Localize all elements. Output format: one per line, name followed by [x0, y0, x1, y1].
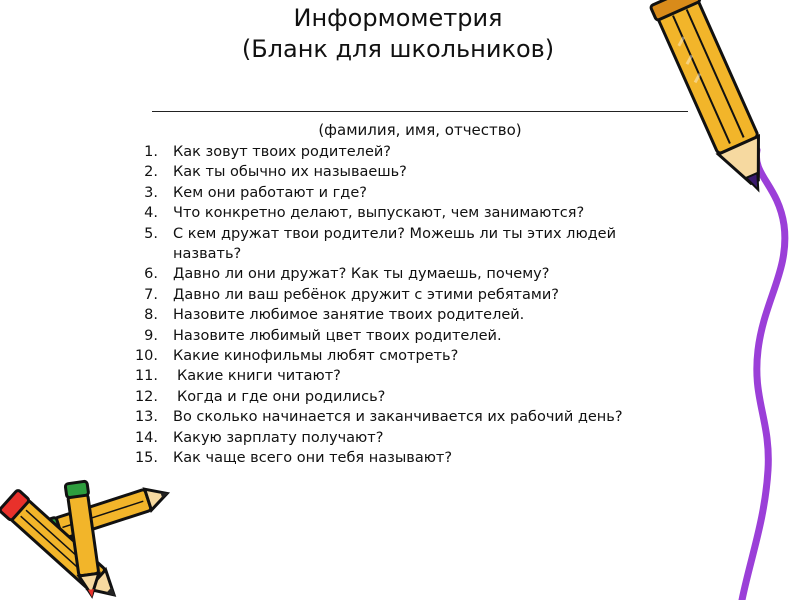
list-item [118, 366, 688, 386]
question-number: 5. [144, 225, 158, 242]
question-text: С кем дружат твои родители? Можешь ли ты этих людей назвать? [173, 225, 617, 263]
question-text: Как ты обычно их называешь? [173, 164, 407, 181]
question-number: 14. [134, 429, 158, 446]
title-line-2: (Бланк для школьников) [241, 35, 555, 63]
question-number: 10. [134, 348, 158, 365]
list-item [118, 285, 688, 305]
question-text: Как чаще всего они тебя называют? [173, 450, 453, 467]
question-number: 9. [144, 327, 158, 344]
question-text: Назовите любимое занятие твоих родителей. [173, 307, 525, 324]
list-item [118, 346, 688, 366]
list-item [118, 407, 688, 427]
squiggle-line-icon [742, 150, 785, 600]
question-number: 6. [144, 266, 158, 283]
list-item [118, 326, 688, 346]
question-text: Что конкретно делают, выпускают, чем занимаются? [173, 205, 585, 222]
question-number: 15. [134, 450, 158, 467]
name-caption: (фамилия, имя, отчество) [318, 121, 522, 139]
list-item [118, 183, 688, 203]
question-number: 4. [144, 205, 158, 222]
list-item [118, 387, 688, 407]
list-item [118, 428, 688, 448]
question-number: 12. [134, 388, 158, 405]
question-text: Как зовут твоих родителей? [173, 144, 391, 160]
list-item [118, 203, 688, 223]
question-number: 8. [144, 307, 158, 324]
question-text: Когда и где они родились? [177, 388, 386, 405]
pencils-bottom-left-icon [0, 481, 173, 600]
question-text: Давно ли они дружат? Как ты думаешь, почему? [173, 266, 550, 283]
list-item [118, 142, 688, 162]
question-number: 7. [144, 286, 158, 303]
question-text: Во сколько начинается и заканчивается их рабочий день? [173, 409, 623, 426]
question-text: Назовите любимый цвет твоих родителей. [173, 327, 502, 344]
question-number: 1. [144, 144, 158, 160]
list-item [118, 162, 688, 182]
question-number: 3. [144, 184, 158, 201]
page-title [0, 3, 800, 65]
question-text: Давно ли ваш ребёнок дружит с этими ребятами? [173, 286, 559, 303]
question-number: 2. [144, 164, 158, 181]
list-item [118, 264, 688, 284]
question-text: Какие кинофильмы любят смотреть? [173, 348, 459, 365]
question-text: Какую зарплату получают? [173, 429, 384, 446]
list-item [118, 224, 688, 265]
question-number: 13. [134, 409, 158, 426]
question-text: Какие книги читают? [177, 368, 341, 385]
question-text: Кем они работают и где? [173, 184, 367, 201]
list-item [118, 448, 688, 468]
question-list [118, 142, 688, 469]
list-item [118, 305, 688, 325]
title-line-1: Информометрия [293, 4, 503, 32]
name-fill-line [152, 111, 688, 112]
question-number: 11. [134, 368, 158, 385]
